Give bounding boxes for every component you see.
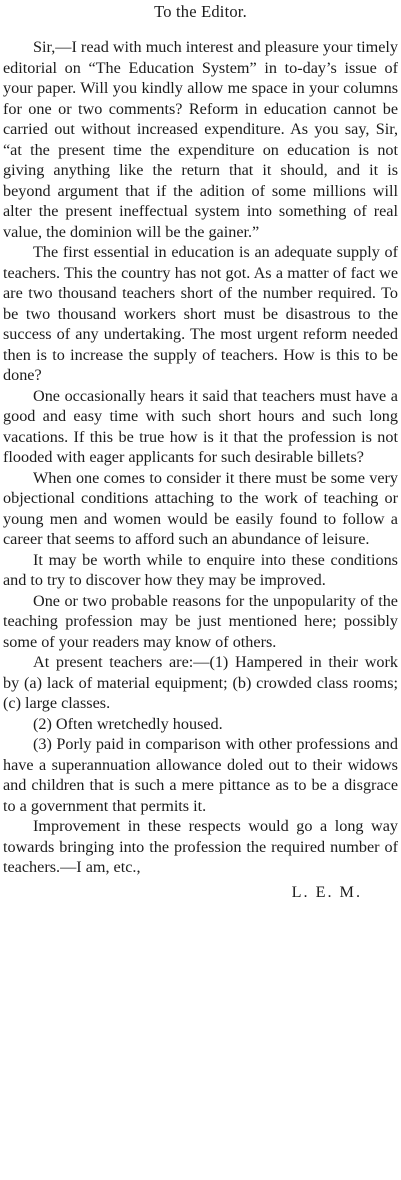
paragraph-easy-time: One occasionally hears it said that teachers must have a good and easy time with such short hours and such long vacations. If this be true how is it that the profession is not flooded with eager applicants for such desirable billets?: [3, 386, 398, 466]
paragraph-enquire: It may be worth while to enquire into these conditions and to try to discover how they may be improved.: [3, 550, 398, 589]
paragraph-probable-reasons: One or two probable reasons for the unpopularity of the teaching profession may be just mentioned here; possibly some of your readers may know of others.: [3, 591, 398, 651]
letter-heading: To the Editor.: [154, 2, 247, 21]
paragraph-opening: Sir,—I read with much interest and pleasure your timely editorial on “The Education System” in to-day’s issue of your paper. Will you kindly allow me space in your columns for one or two comments? Reform in education cannot be carried out without increased expenditure. As you say, Sir, “at the present time the expenditure on education is not giving anything like the return that it should, and it is beyond argument that if the adition of some millions will alter the present ineffectual system into something of real value, the dominion will be the gainer.”: [3, 38, 398, 241]
paragraph-reason-1: At present teachers are:—(1) Hampered in their work by (a) lack of material equipment; (b) crowded class rooms; (c) large classes.: [3, 653, 398, 712]
paragraph-reason-3: (3) Porly paid in comparison with other professions and have a superannuation allowance doled out to their widows and children that is such a mere pittance as to be a disgrace to a government that permits it.: [3, 735, 398, 815]
paragraph-reason-2: (2) Often wretchedly housed.: [33, 714, 223, 733]
paragraph-teacher-supply: The first essential in education is an adequate supply of teachers. This the country has not got. As a matter of fact we are two thousand teachers short of the number required. To be two thousand workers short must be disastrous to the success of any undertaking. The most urgent reform needed then is to increase the supply of teachers. How is this to be done?: [3, 243, 398, 384]
paragraph-objectional-conditions: When one comes to consider it there must be some very objectional conditions attaching to the work of teaching or young men and women would be easily found to follow a career that seems to afford such an abundance of leisure.: [3, 468, 398, 548]
signature: L. E. M.: [291, 882, 362, 901]
paragraph-closing: Improvement in these respects would go a long way towards bringing into the profession the required number of teachers.—I am, etc.,: [3, 817, 398, 876]
